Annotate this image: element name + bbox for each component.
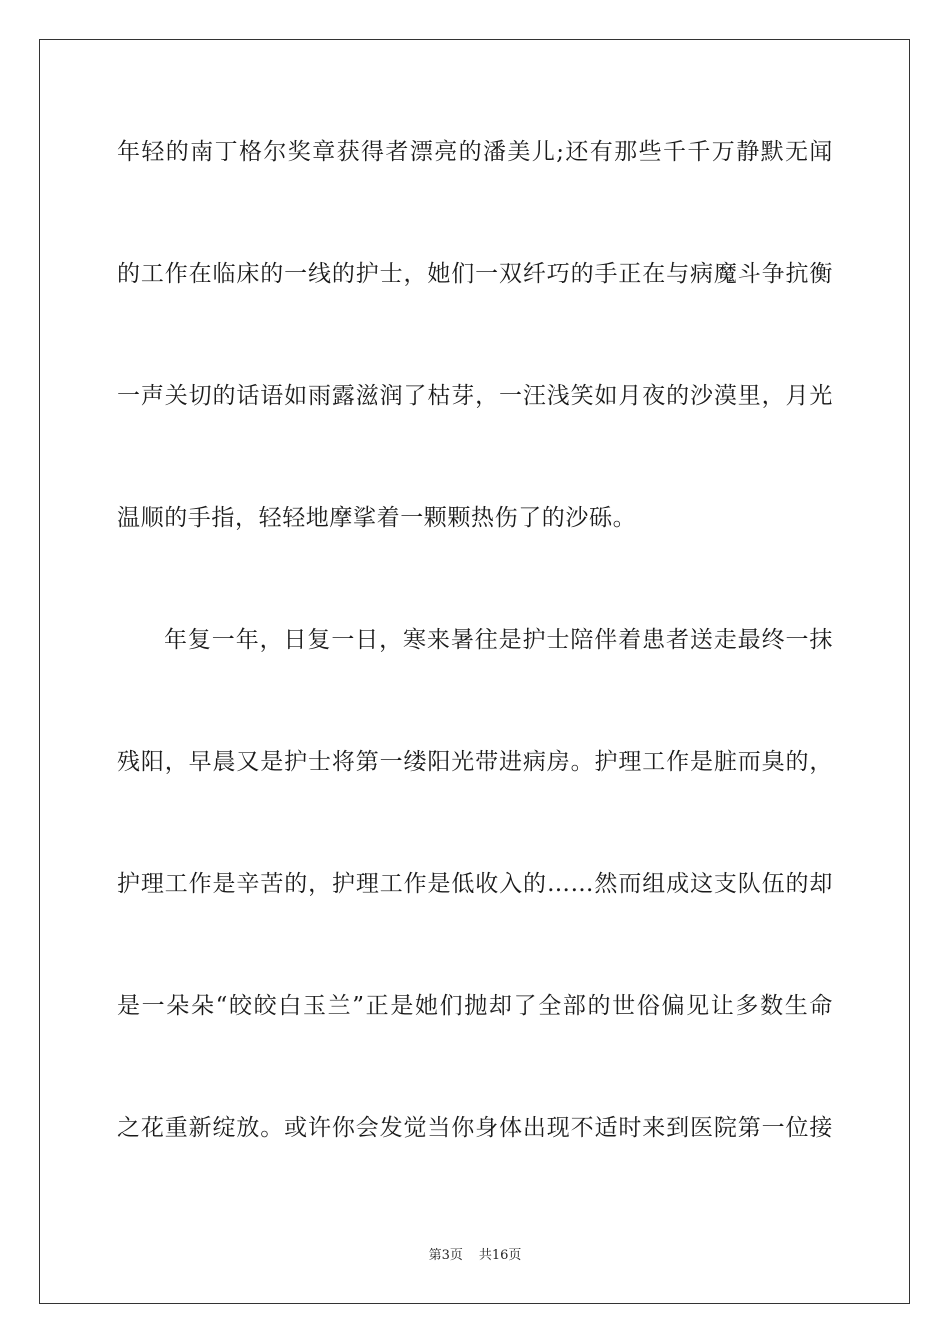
text-line-2: 的工作在临床的一线的护士，她们一双纤巧的手正在与病魔斗争抗衡 [117,261,833,287]
text-line-4: 温顺的手指，轻轻地摩挲着一颗颗热伤了的沙砾。 [117,505,637,531]
total-pages: 共16页 [478,1248,522,1263]
text-line-7: 护理工作是辛苦的，护理工作是低收入的……然而组成这支队伍的却 [117,871,833,897]
page-number: 第3页 [428,1248,463,1263]
text-line-5: 年复一年，日复一日，寒来暑往是护士陪伴着患者送走最终一抹 [164,627,833,653]
text-line-1: 年轻的南丁格尔奖章获得者漂亮的潘美儿;还有那些千千万静默无闻 [117,139,833,165]
text-line-8: 是一朵朵“皎皎白玉兰”正是她们抛却了全部的世俗偏见让多数生命 [117,993,833,1019]
text-line-9: 之花重新绽放。或许你会发觉当你身体出现不适时来到医院第一位接 [117,1115,833,1141]
text-line-6: 残阳，早晨又是护士将第一缕阳光带进病房。护理工作是脏而臭的， [117,749,833,775]
text-line-3: 一声关切的话语如雨露滋润了枯芽，一汪浅笑如月夜的沙漠里，月光 [117,383,833,409]
page-footer [0,1247,950,1265]
